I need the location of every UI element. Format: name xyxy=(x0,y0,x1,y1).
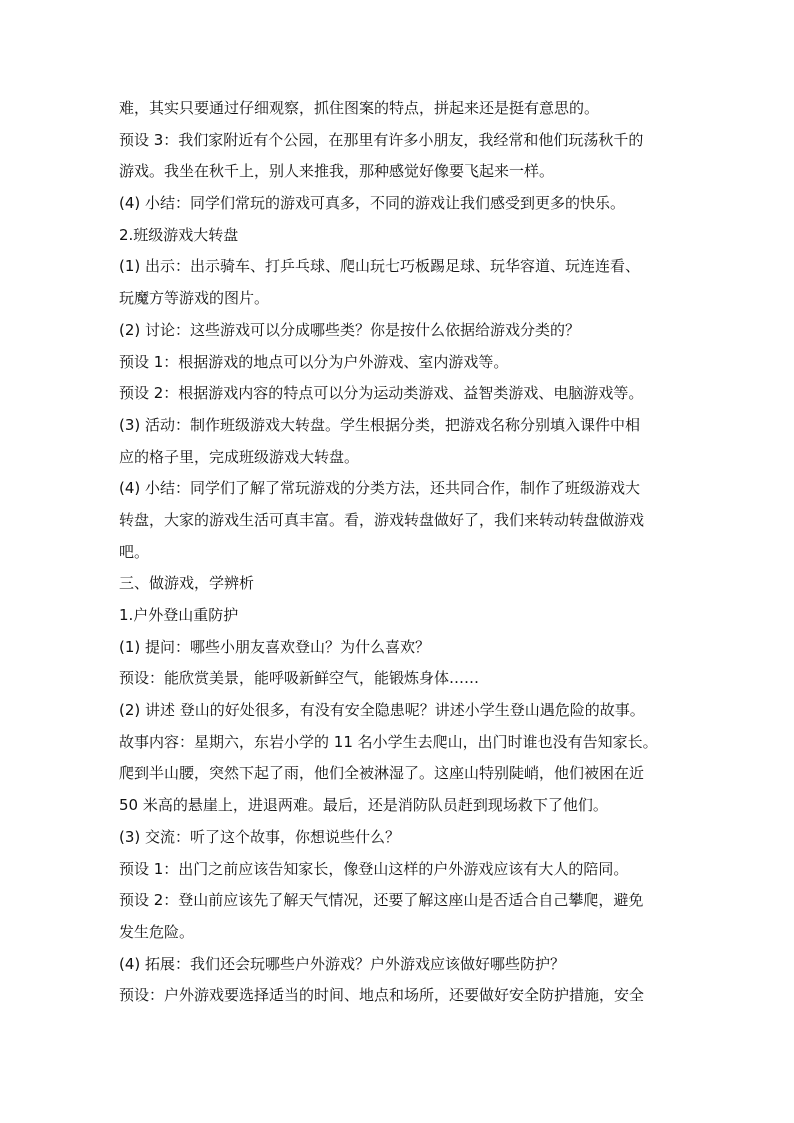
text-line: 50 米高的悬崖上，进退两难。最后，还是消防队员赶到现场救下了他们。 xyxy=(119,796,608,815)
text-line: 预设 2：登山前应该先了解天气情况，还要了解这座山是否适合自己攀爬，避免 xyxy=(119,891,644,910)
text-line: 预设：能欣赏美景，能呼吸新鲜空气，能锻炼身体…… xyxy=(119,669,480,688)
text-line: 预设 3：我们家附近有个公园，在那里有许多小朋友，我经常和他们玩荡秋千的 xyxy=(119,130,644,149)
text-line: 预设 2：根据游戏内容的特点可以分为运动类游戏、益智类游戏、电脑游戏等。 xyxy=(119,384,644,403)
section-heading: 三、做游戏，学辨析 xyxy=(119,574,255,593)
text-line: (3) 活动：制作班级游戏大转盘。学生根据分类，把游戏名称分别填入课件中相 xyxy=(119,415,641,434)
text-line: (3) 交流：听了这个故事，你想说些什么？ xyxy=(119,827,401,846)
text-line: (4) 拓展：我们还会玩哪些户外游戏？户外游戏应该做好哪些防护？ xyxy=(119,954,566,973)
text-line: (1) 提问：哪些小朋友喜欢登山？为什么喜欢？ xyxy=(119,637,431,656)
text-line: 游戏。我坐在秋千上，别人来推我，那种感觉好像要飞起来一样。 xyxy=(119,162,555,181)
text-line: 预设 1：出门之前应该告知家长，像登山这样的户外游戏应该有大人的陪同。 xyxy=(119,859,629,878)
text-line: (1) 出示：出示骑车、打乒乓球、爬山玩七巧板踢足球、玩华容道、玩连连看、 xyxy=(119,257,641,276)
text-line: 应的格子里，完成班级游戏大转盘。 xyxy=(119,447,360,466)
text-line: (4) 小结：同学们常玩的游戏可真多，不同的游戏让我们感受到更多的快乐。 xyxy=(119,194,626,213)
document-body xyxy=(119,93,679,1012)
text-line: 吧。 xyxy=(119,542,150,561)
section-heading: 2.班级游戏大转盘 xyxy=(119,225,239,244)
text-line: 难，其实只要通过仔细观察，抓住图案的特点，拼起来还是挺有意思的。 xyxy=(119,99,600,117)
text-line: 故事内容：星期六，东岩小学的 11 名小学生去爬山，出门时谁也没有告知家长。 xyxy=(119,732,658,751)
text-line: 转盘，大家的游戏生活可真丰富。看，游戏转盘做好了，我们来转动转盘做游戏 xyxy=(119,510,645,529)
section-heading: 1.户外登山重防护 xyxy=(119,606,239,624)
text-line: 预设：户外游戏要选择适当的时间、地点和场所，还要做好安全防护措施，安全 xyxy=(119,986,645,1005)
text-line: 发生危险。 xyxy=(119,922,195,941)
text-line: (4) 小结：同学们了解了常玩游戏的分类方法，还共同合作，制作了班级游戏大 xyxy=(119,479,641,498)
text-line: (2) 讨论：这些游戏可以分成哪些类？你是按什么依据给游戏分类的？ xyxy=(119,320,581,339)
text-line: 爬到半山腰，突然下起了雨，他们全被淋湿了。这座山特别陡峭，他们被困在近 xyxy=(119,764,645,783)
text-line: 预设 1：根据游戏的地点可以分为户外游戏、室内游戏等。 xyxy=(119,352,509,371)
text-line: (2) 讲述 登山的好处很多，有没有安全隐患呢？讲述小学生登山遇危险的故事。 xyxy=(119,701,645,720)
text-line: 玩魔方等游戏的图片。 xyxy=(119,289,270,308)
